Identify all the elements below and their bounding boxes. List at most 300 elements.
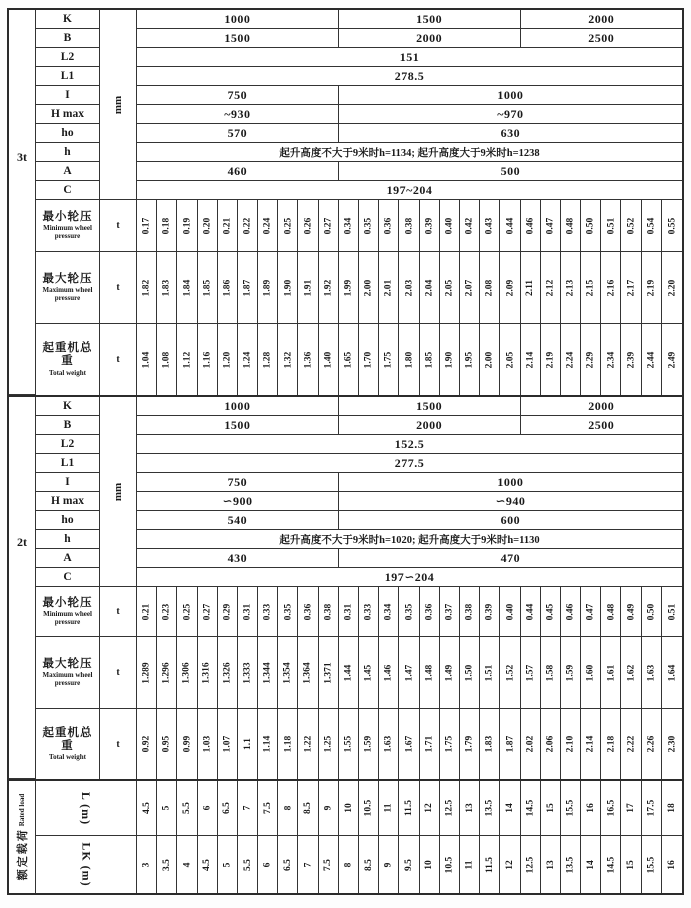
- value-b-1: 1500: [137, 29, 339, 48]
- value-cell: [258, 252, 278, 323]
- value-cell: [601, 200, 621, 251]
- value-text: 0.52: [626, 217, 637, 234]
- value-cell: [420, 836, 440, 893]
- value-cell: [198, 324, 218, 395]
- value-text: 0.54: [646, 217, 657, 234]
- value-text: 1.71: [424, 735, 435, 753]
- value-cell: [258, 324, 278, 395]
- value-b-3: 2500: [521, 29, 682, 48]
- value-cell: [399, 200, 419, 251]
- value-text: 2.18: [605, 735, 616, 753]
- value-text: 1.62: [626, 664, 637, 681]
- value-hmax-1: ∽900: [137, 492, 339, 511]
- total-weight-en: Total weight: [49, 368, 86, 377]
- value-cell: [601, 324, 621, 395]
- value-text: 15.5: [565, 799, 576, 817]
- value-cell: [662, 324, 682, 395]
- row-label-max-pressure: [36, 252, 100, 324]
- value-cell: [662, 200, 682, 251]
- value-text: 1.86: [222, 279, 233, 296]
- value-text: 11.5: [403, 799, 414, 817]
- value-cell: [561, 200, 581, 251]
- value-text: 2.44: [646, 351, 657, 368]
- value-cell: [601, 587, 621, 636]
- value-k-1: 1000: [137, 397, 339, 416]
- min-pressure-zh: 最小轮压: [42, 210, 93, 223]
- value-cell: [480, 200, 500, 251]
- value-text: 1.44: [343, 664, 354, 681]
- group-label-2t-text: 2t: [17, 535, 27, 549]
- value-cell: [177, 252, 197, 323]
- value-cell: [480, 252, 500, 323]
- value-text: 2.30: [666, 735, 677, 753]
- value-cell: [500, 324, 520, 395]
- value-cell: [521, 200, 541, 251]
- param-name-l1: L1: [36, 454, 100, 473]
- value-text: 15: [545, 803, 556, 813]
- value-text: 2.08: [484, 279, 495, 296]
- value-cell: [420, 252, 440, 323]
- value-text: 14.5: [525, 799, 536, 817]
- row-label-max-pressure: [36, 637, 100, 709]
- value-cell: [278, 836, 298, 893]
- value-c: 197∽204: [137, 568, 682, 587]
- value-text: 1.63: [383, 735, 394, 753]
- value-text: 10.5: [444, 856, 455, 873]
- value-text: 1.04: [141, 351, 152, 368]
- value-k-3: 2000: [521, 397, 682, 416]
- value-text: 13: [545, 859, 556, 870]
- param-name-h: h: [36, 530, 100, 549]
- value-text: 1.51: [484, 664, 495, 681]
- value-cell: [581, 836, 601, 893]
- value-text: 0.36: [383, 217, 394, 234]
- value-i-2: 1000: [339, 86, 682, 105]
- value-cell: [399, 587, 419, 636]
- value-cell: [480, 709, 500, 779]
- value-cell: [500, 587, 520, 636]
- value-text: 0.42: [464, 217, 475, 234]
- value-cell: [298, 781, 318, 835]
- value-text: 12.5: [444, 799, 455, 817]
- value-cell: [480, 781, 500, 835]
- value-text: 2.07: [464, 279, 475, 296]
- value-text: 1.22: [303, 735, 314, 753]
- value-cell: [561, 587, 581, 636]
- value-text: 2.03: [403, 279, 414, 296]
- value-cell: [157, 637, 177, 708]
- value-cell: [662, 252, 682, 323]
- value-cell: [157, 709, 177, 779]
- value-cell: [642, 587, 662, 636]
- value-cell: [137, 324, 157, 395]
- value-cell: [500, 709, 520, 779]
- value-cell: [420, 781, 440, 835]
- rated-load-cell: [9, 781, 36, 893]
- value-cell: [359, 781, 379, 835]
- value-text: 0.51: [605, 217, 616, 234]
- value-b-2: 2000: [339, 29, 521, 48]
- value-text: 6: [262, 862, 273, 867]
- value-cell: [278, 252, 298, 323]
- max-pressure-zh: 最大轮压: [42, 272, 93, 285]
- value-text: 0.51: [666, 603, 677, 620]
- rated-load-label: [14, 794, 30, 880]
- lk-label-text: LK (m): [79, 842, 94, 887]
- value-cell: [258, 200, 278, 251]
- value-text: 17.5: [646, 799, 657, 817]
- value-cell: [480, 836, 500, 893]
- unit-mm: mm: [111, 482, 124, 501]
- value-text: 0.46: [525, 217, 536, 234]
- value-cell: [319, 637, 339, 708]
- value-text: 1.75: [444, 735, 455, 753]
- value-cell: [500, 836, 520, 893]
- value-text: 1.87: [242, 279, 253, 296]
- total-weight-values-3t: [137, 324, 682, 395]
- value-text: 1.99: [343, 279, 354, 296]
- row-label-lk: [36, 836, 137, 893]
- value-cell: [521, 781, 541, 835]
- value-cell: [278, 781, 298, 835]
- value-text: 1.61: [605, 664, 616, 681]
- value-text: 2.00: [363, 279, 374, 296]
- value-text: 0.50: [585, 217, 596, 234]
- value-cell: [561, 836, 581, 893]
- value-cell: [541, 709, 561, 779]
- l-label-text: L (m): [79, 791, 94, 825]
- param-name-b: B: [36, 29, 100, 48]
- value-text: 0.34: [343, 217, 354, 234]
- row-label-total-weight: [36, 709, 100, 779]
- value-cell: [541, 836, 561, 893]
- max-pressure-values-3t: [137, 252, 682, 324]
- value-cell: [278, 587, 298, 636]
- value-cell: [177, 200, 197, 251]
- value-cell: [258, 709, 278, 779]
- value-cell: [339, 836, 359, 893]
- unit-t: t: [100, 252, 137, 324]
- unit-t: t: [100, 587, 137, 637]
- param-name-l1: L1: [36, 67, 100, 86]
- value-cell: [177, 587, 197, 636]
- value-text: 2.00: [484, 351, 495, 368]
- value-cell: [420, 587, 440, 636]
- value-text: 2.20: [666, 279, 677, 296]
- value-cell: [238, 324, 258, 395]
- value-text: 0.25: [282, 217, 293, 234]
- value-cell: [662, 836, 682, 893]
- value-text: 2.05: [504, 351, 515, 368]
- value-cell: [521, 709, 541, 779]
- value-cell: [581, 709, 601, 779]
- value-text: 2.19: [646, 279, 657, 296]
- value-text: 0.31: [343, 603, 354, 620]
- total-weight-en: Total weight: [49, 753, 86, 762]
- value-cell: [581, 587, 601, 636]
- value-text: 14: [585, 859, 596, 870]
- value-text: 17: [626, 803, 637, 813]
- group-label-3t: [9, 10, 36, 395]
- value-cell: [137, 836, 157, 893]
- value-cell: [218, 637, 238, 708]
- value-text: 13.5: [565, 856, 576, 873]
- param-name-c: C: [36, 181, 100, 200]
- value-text: 1.75: [383, 351, 394, 368]
- value-text: 3.5: [161, 858, 172, 871]
- value-text: 2.29: [585, 351, 596, 368]
- param-name-l2: L2: [36, 48, 100, 67]
- value-text: 1.52: [504, 664, 515, 681]
- value-cell: [137, 781, 157, 835]
- value-cell: [258, 587, 278, 636]
- value-text: 13.5: [484, 799, 495, 817]
- value-text: 1.67: [403, 735, 414, 753]
- value-a-2: 470: [339, 549, 682, 568]
- value-cell: [379, 836, 399, 893]
- value-l1: 278.5: [137, 67, 682, 86]
- value-cell: [198, 637, 218, 708]
- value-cell: [420, 709, 440, 779]
- value-k-1: 1000: [137, 10, 339, 29]
- value-cell: [177, 637, 197, 708]
- max-pressure-values-2t: [137, 637, 682, 709]
- value-text: 1.20: [222, 351, 233, 368]
- value-cell: [198, 781, 218, 835]
- value-cell: [319, 587, 339, 636]
- value-text: 0.37: [444, 603, 455, 620]
- value-cell: [440, 252, 460, 323]
- value-text: 7.5: [323, 858, 334, 871]
- value-text: 2.11: [525, 279, 536, 296]
- lk-values: [137, 836, 682, 893]
- crane-spec-table: [7, 8, 684, 895]
- value-text: 2.34: [605, 351, 616, 368]
- value-cell: [662, 709, 682, 779]
- value-cell: [440, 709, 460, 779]
- value-cell: [561, 324, 581, 395]
- value-text: 0.44: [504, 217, 515, 234]
- value-text: 0.17: [141, 217, 152, 234]
- value-cell: [420, 637, 440, 708]
- value-b-1: 1500: [137, 416, 339, 435]
- value-cell: [339, 709, 359, 779]
- value-cell: [601, 252, 621, 323]
- value-cell: [157, 252, 177, 323]
- value-cell: [460, 587, 480, 636]
- value-text: 1.12: [181, 351, 192, 368]
- value-cell: [621, 587, 641, 636]
- value-cell: [359, 324, 379, 395]
- value-cell: [521, 637, 541, 708]
- value-cell: [561, 709, 581, 779]
- value-cell: [521, 252, 541, 323]
- value-text: 10.5: [363, 799, 374, 817]
- max-pressure-en: Maximum wheel pressure: [42, 670, 93, 688]
- value-text: 1.84: [181, 279, 192, 296]
- param-name-a: A: [36, 549, 100, 568]
- value-text: 0.27: [202, 603, 213, 620]
- value-text: 6.5: [282, 858, 293, 871]
- value-cell: [480, 324, 500, 395]
- value-text: 8.5: [363, 858, 374, 871]
- value-text: 2.09: [504, 279, 515, 296]
- value-cell: [621, 781, 641, 835]
- value-text: 1.333: [242, 661, 253, 684]
- value-text: 0.18: [161, 217, 172, 234]
- value-text: 1.58: [545, 664, 556, 681]
- total-weight-zh: 起重机总重: [42, 342, 93, 368]
- value-cell: [198, 252, 218, 323]
- value-i-2: 1000: [339, 473, 682, 492]
- value-cell: [339, 252, 359, 323]
- param-name-k: K: [36, 10, 100, 29]
- value-cell: [561, 781, 581, 835]
- value-b-2: 2000: [339, 416, 521, 435]
- value-cell: [258, 781, 278, 835]
- value-text: 1.03: [202, 735, 213, 753]
- value-text: 2.22: [626, 735, 637, 753]
- row-label-l: [36, 781, 137, 836]
- value-cell: [137, 709, 157, 779]
- value-text: 1.289: [141, 661, 152, 684]
- value-cell: [218, 836, 238, 893]
- value-text: 1.24: [242, 351, 253, 368]
- value-text: 2.16: [605, 279, 616, 296]
- value-text: 1.89: [262, 279, 273, 296]
- value-h-note: 起升高度不大于9米时h=1134; 起升高度大于9米时h=1238: [137, 143, 682, 162]
- value-cell: [621, 252, 641, 323]
- value-text: 2.14: [585, 735, 596, 753]
- value-cell: [339, 637, 359, 708]
- value-cell: [642, 709, 662, 779]
- value-text: 1.64: [666, 664, 677, 681]
- value-ho-1: 570: [137, 124, 339, 143]
- value-cell: [198, 709, 218, 779]
- value-cell: [379, 709, 399, 779]
- value-text: 1.63: [646, 664, 657, 681]
- value-text: 1.1: [242, 738, 253, 750]
- value-text: 16: [666, 859, 677, 870]
- l-values: [137, 781, 682, 836]
- value-text: 1.82: [141, 279, 152, 296]
- value-text: 5: [222, 862, 233, 867]
- value-text: 0.35: [403, 603, 414, 620]
- value-cell: [198, 836, 218, 893]
- value-cell: [601, 709, 621, 779]
- value-text: 0.48: [605, 603, 616, 620]
- value-text: 1.90: [444, 351, 455, 368]
- group-label-3t-text: 3t: [17, 149, 27, 164]
- value-text: 0.19: [181, 217, 192, 234]
- value-text: 1.25: [323, 735, 334, 753]
- value-text: 1.48: [424, 664, 435, 681]
- value-text: 12: [504, 859, 515, 870]
- value-cell: [399, 252, 419, 323]
- value-text: 2.10: [565, 735, 576, 753]
- value-cell: [379, 252, 399, 323]
- value-cell: [177, 709, 197, 779]
- value-cell: [420, 200, 440, 251]
- value-text: 1.85: [424, 351, 435, 368]
- value-k-2: 1500: [339, 10, 521, 29]
- param-name-b: B: [36, 416, 100, 435]
- value-cell: [218, 324, 238, 395]
- value-text: 9.5: [403, 858, 414, 871]
- value-text: 0.92: [141, 735, 152, 753]
- value-cell: [621, 200, 641, 251]
- min-pressure-en: Minimum wheel pressure: [43, 609, 92, 627]
- value-text: 2.26: [646, 735, 657, 753]
- value-cell: [298, 637, 318, 708]
- value-text: 8.5: [303, 802, 314, 814]
- value-cell: [440, 836, 460, 893]
- value-cell: [298, 200, 318, 251]
- value-cell: [480, 637, 500, 708]
- value-cell: [460, 637, 480, 708]
- value-cell: [137, 200, 157, 251]
- value-text: 2.14: [525, 351, 536, 368]
- value-text: 13: [464, 803, 475, 813]
- value-cell: [662, 637, 682, 708]
- value-text: 1.83: [484, 735, 495, 753]
- value-cell: [359, 252, 379, 323]
- value-cell: [359, 709, 379, 779]
- value-text: 0.31: [242, 603, 253, 620]
- value-cell: [621, 637, 641, 708]
- value-text: 0.22: [242, 217, 253, 234]
- value-cell: [379, 637, 399, 708]
- value-cell: [298, 587, 318, 636]
- value-text: 1.46: [383, 664, 394, 681]
- value-cell: [359, 836, 379, 893]
- value-cell: [238, 836, 258, 893]
- value-cell: [319, 781, 339, 835]
- value-text: 0.45: [545, 603, 556, 620]
- value-text: 0.36: [424, 603, 435, 620]
- value-text: 0.25: [181, 603, 192, 620]
- value-a-2: 500: [339, 162, 682, 181]
- value-text: 0.38: [464, 603, 475, 620]
- value-cell: [399, 637, 419, 708]
- value-text: 10: [343, 803, 354, 813]
- value-text: 11: [383, 803, 394, 813]
- value-text: 0.40: [444, 217, 455, 234]
- group-label-2t: [9, 397, 36, 779]
- value-text: 5.5: [181, 802, 192, 814]
- value-text: 1.18: [282, 735, 293, 753]
- value-text: 0.38: [323, 603, 334, 620]
- value-text: 14.5: [605, 856, 616, 873]
- value-text: 1.296: [161, 661, 172, 684]
- value-cell: [561, 637, 581, 708]
- value-cell: [460, 709, 480, 779]
- value-cell: [460, 324, 480, 395]
- value-cell: [379, 324, 399, 395]
- value-cell: [137, 252, 157, 323]
- value-cell: [339, 587, 359, 636]
- value-text: 2.13: [565, 279, 576, 296]
- value-text: 1.326: [222, 661, 233, 684]
- value-cell: [541, 637, 561, 708]
- row-label-total-weight: [36, 324, 100, 395]
- value-text: 0.43: [484, 217, 495, 234]
- value-cell: [440, 781, 460, 835]
- value-cell: [177, 836, 197, 893]
- value-text: 1.16: [202, 351, 213, 368]
- value-cell: [258, 836, 278, 893]
- param-name-hmax: H max: [36, 105, 100, 124]
